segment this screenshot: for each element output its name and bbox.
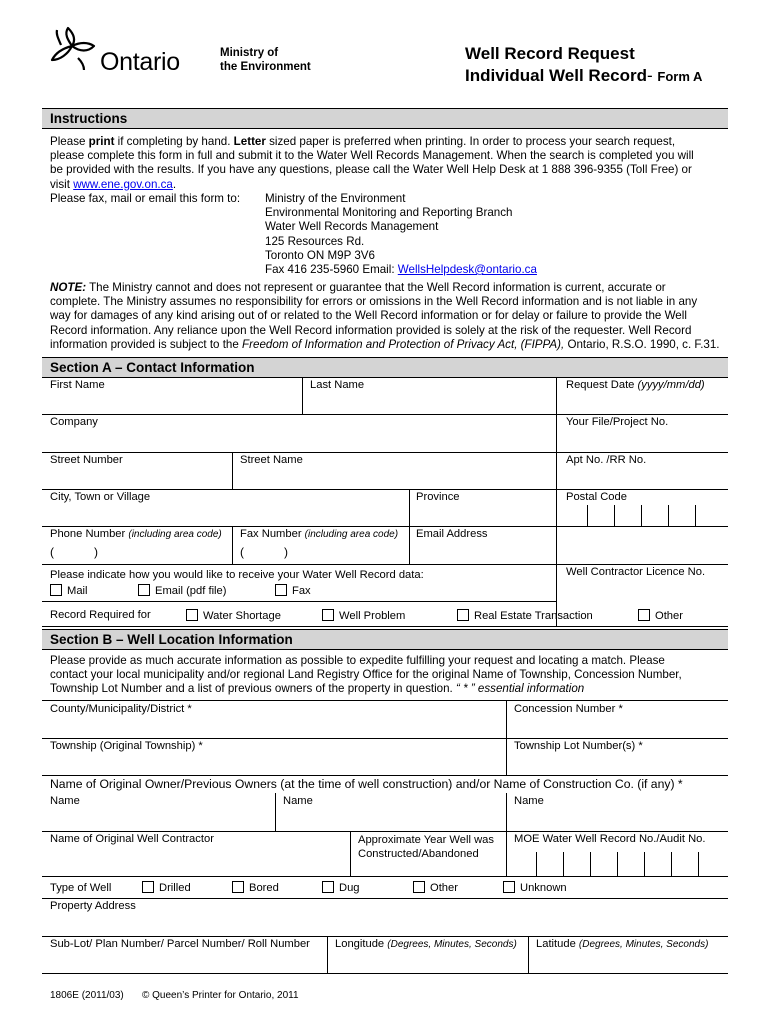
latitude-input[interactable] — [534, 954, 728, 972]
receive-prompt: Please indicate how you would like to receive your Water Well Record data: — [50, 569, 424, 581]
section-b-heading: Section B – Well Location Information — [42, 629, 728, 650]
province-input[interactable] — [414, 507, 556, 525]
property-address-label: Property Address — [50, 900, 136, 912]
option-email[interactable]: Email (pdf file) — [138, 584, 227, 597]
sublot-label: Sub-Lot/ Plan Number/ Parcel Number/ Roll Number — [50, 938, 310, 950]
concession-label: Concession Number * — [514, 703, 623, 715]
lot-label: Township Lot Number(s) * — [514, 740, 643, 752]
first-name-input[interactable] — [48, 394, 302, 412]
instr-line4: visit www.ene.gov.on.ca. — [50, 177, 177, 191]
township-input[interactable] — [48, 756, 504, 774]
req-well-problem[interactable]: Well Problem — [322, 609, 405, 622]
essential-info-note: “ * ” essential information — [456, 682, 585, 696]
city-label: City, Town or Village — [50, 491, 151, 503]
ministry-name — [220, 46, 311, 74]
postal-code-label: Postal Code — [566, 491, 627, 503]
contractor-input[interactable] — [48, 852, 348, 870]
type-dug[interactable]: Dug — [322, 881, 360, 894]
title-form: Form A — [657, 69, 703, 84]
type-other[interactable]: Other — [413, 881, 458, 894]
longitude-label: Longitude (Degrees, Minutes, Seconds) — [335, 938, 517, 950]
phone-input[interactable] — [110, 545, 232, 563]
type-of-well-label: Type of Well — [50, 882, 112, 894]
apt-input[interactable] — [562, 469, 726, 487]
moe-number-label: MOE Water Well Record No./Audit No. — [514, 833, 706, 845]
fax-input[interactable] — [298, 545, 408, 563]
water-shortage-checkbox[interactable] — [186, 609, 198, 621]
address-line: Ministry of the Environment — [265, 192, 406, 205]
instr-line3: be provided with the results. If you have any questions, please call the Water Well Help Desk at 1 888 396-9355 (Toll Free) or — [50, 163, 692, 177]
req-water-shortage[interactable]: Water Shortage — [186, 609, 281, 622]
licence-label: Well Contractor Licence No. — [566, 566, 706, 578]
bored-checkbox[interactable] — [232, 881, 244, 893]
instr-line1: Please print if completing by hand. Letter sized paper is preferred when printing. In order to process your search request, — [50, 135, 676, 148]
mail-checkbox[interactable] — [50, 584, 62, 596]
county-input[interactable] — [48, 718, 504, 736]
postal-code-input[interactable] — [562, 508, 726, 526]
file-project-input[interactable] — [562, 432, 726, 450]
owner-name-input-1[interactable] — [48, 811, 274, 829]
owner-heading: Name of Original Owner/Previous Owners (at the time of well construction) and/or Name of Construction Co. (if any) * — [50, 777, 683, 791]
lot-input[interactable] — [512, 756, 726, 774]
county-label: County/Municipality/District * — [50, 703, 192, 715]
type-drilled[interactable]: Drilled — [142, 881, 191, 894]
real-estate-checkbox[interactable] — [457, 609, 469, 621]
fax-label: Fax Number (including area code) — [240, 528, 399, 540]
sublot-input[interactable] — [48, 954, 326, 972]
type-bored[interactable]: Bored — [232, 881, 279, 894]
address-line: Water Well Records Management — [265, 220, 439, 234]
option-fax[interactable]: Fax — [275, 584, 311, 597]
req-other[interactable]: Other — [638, 609, 683, 622]
helpdesk-email-link[interactable]: WellsHelpdesk@ontario.ca — [397, 263, 537, 277]
form-number: 1806E (2011/03) — [50, 990, 124, 1001]
ministry-line1: Ministry of — [220, 47, 279, 59]
phone-area-parens: ( ) — [50, 545, 98, 559]
address-line: 125 Resources Rd. — [265, 234, 365, 248]
licence-input[interactable] — [562, 582, 726, 600]
email-checkbox[interactable] — [138, 584, 150, 596]
township-label: Township (Original Township) * — [50, 740, 203, 752]
instructions-heading: Instructions — [42, 108, 728, 129]
street-number-label: Street Number — [50, 454, 123, 466]
address-line: Environmental Monitoring and Reporting Branch — [265, 206, 513, 220]
type-other-checkbox[interactable] — [413, 881, 425, 893]
moe-number-input[interactable] — [512, 856, 726, 874]
ontario-logo — [48, 24, 198, 76]
ministry-line2: the Environment — [220, 61, 311, 73]
required-for-label: Record Required for — [50, 609, 151, 621]
contractor-label: Name of Original Well Contractor — [50, 833, 214, 845]
copyright: © Queen’s Printer for Ontario, 2011 — [142, 990, 299, 1001]
title-dash: - — [647, 66, 658, 85]
owner-name-label-3: Name — [514, 795, 544, 807]
concession-input[interactable] — [512, 718, 726, 736]
request-date-input[interactable] — [562, 394, 726, 412]
drilled-checkbox[interactable] — [142, 881, 154, 893]
send-to-label: Please fax, mail or email this form to: — [50, 191, 241, 205]
last-name-label: Last Name — [310, 379, 365, 391]
street-name-label: Street Name — [240, 454, 303, 466]
form-title — [465, 43, 702, 88]
company-input[interactable] — [48, 432, 552, 450]
note-label: NOTE: — [50, 281, 87, 294]
fax-checkbox[interactable] — [275, 584, 287, 596]
section-b-intro: Please provide as much accurate information as possible to expedite fulfilling your request and locating a match. Please contact your local municipality and/or regional Land Registry Office for the original Name of Township, Concession Number, Township Lot Number and a list of previous owners of the property in question. “ * ” essential information — [50, 654, 682, 696]
type-unknown[interactable]: Unknown — [503, 881, 567, 894]
option-mail[interactable]: Mail — [50, 584, 88, 597]
email-label: Email Address — [416, 528, 488, 540]
req-real-estate[interactable]: Real Estate Transaction — [457, 609, 593, 622]
first-name-label: First Name — [50, 379, 105, 391]
dug-checkbox[interactable] — [322, 881, 334, 893]
approx-year-label: Approximate Year Well was Constructed/Abandoned — [358, 834, 494, 860]
section-a-heading: Section A – Contact Information — [42, 357, 728, 378]
fax-area-parens: ( ) — [240, 545, 288, 559]
company-label: Company — [50, 416, 98, 428]
unknown-checkbox[interactable] — [503, 881, 515, 893]
address-line: Toronto ON M9P 3V6 — [265, 248, 375, 262]
owner-name-input-3[interactable] — [512, 811, 726, 829]
street-number-input[interactable] — [48, 469, 232, 487]
apt-label: Apt No. /RR No. — [566, 454, 647, 466]
province-label: Province — [416, 491, 460, 503]
well-problem-checkbox[interactable] — [322, 609, 334, 621]
title-line2-main: Individual Well Record — [465, 66, 647, 85]
property-address-input[interactable] — [48, 916, 726, 934]
title-line1: Well Record Request — [465, 44, 635, 63]
request-date-label: Request Date (yyyy/mm/dd) — [566, 379, 705, 391]
mailing-address — [265, 192, 537, 277]
req-other-checkbox[interactable] — [638, 609, 650, 621]
email-input[interactable] — [414, 545, 556, 563]
phone-label: Phone Number (including area code) — [50, 528, 222, 540]
title-line2 — [465, 65, 702, 88]
fax-email-line: Fax 416 235-5960 Email: WellsHelpdesk@ontario.ca — [265, 263, 537, 277]
latitude-label: Latitude (Degrees, Minutes, Seconds) — [536, 938, 709, 950]
website-link[interactable]: www.ene.gov.on.ca — [73, 177, 173, 191]
owner-name-label-1: Name — [50, 795, 80, 807]
trillium-icon — [48, 24, 96, 72]
street-name-input[interactable] — [238, 469, 556, 487]
owner-name-input-2[interactable] — [281, 811, 505, 829]
ministry-note: NOTE: The Ministry cannot and does not represent or guarantee that the Well Record information is current, accurate or complete. The Ministry assumes no responsibility for errors or omissions in the Well Record information and is not liable in any way for damages of any kind arising out of or related to the Well Record information or for delay or failure to provide the Well Record information. Any reliance upon the Well Record information provided is solely at the risk of the requester. Well Record information provided is subject to the Freedom of Information and Protection of Privacy Act, (FIPPA), Ontario, R.S.O. 1990, c. F.31. — [50, 281, 720, 351]
logo-text: Ontario — [100, 48, 180, 76]
city-input[interactable] — [48, 507, 408, 525]
file-project-label: Your File/Project No. — [566, 416, 669, 428]
instr-line2: please complete this form in full and submit it to the Water Well Records Management. When the search is completed you will — [50, 149, 694, 163]
longitude-input[interactable] — [333, 954, 527, 972]
owner-name-label-2: Name — [283, 795, 313, 807]
last-name-input[interactable] — [308, 394, 556, 412]
